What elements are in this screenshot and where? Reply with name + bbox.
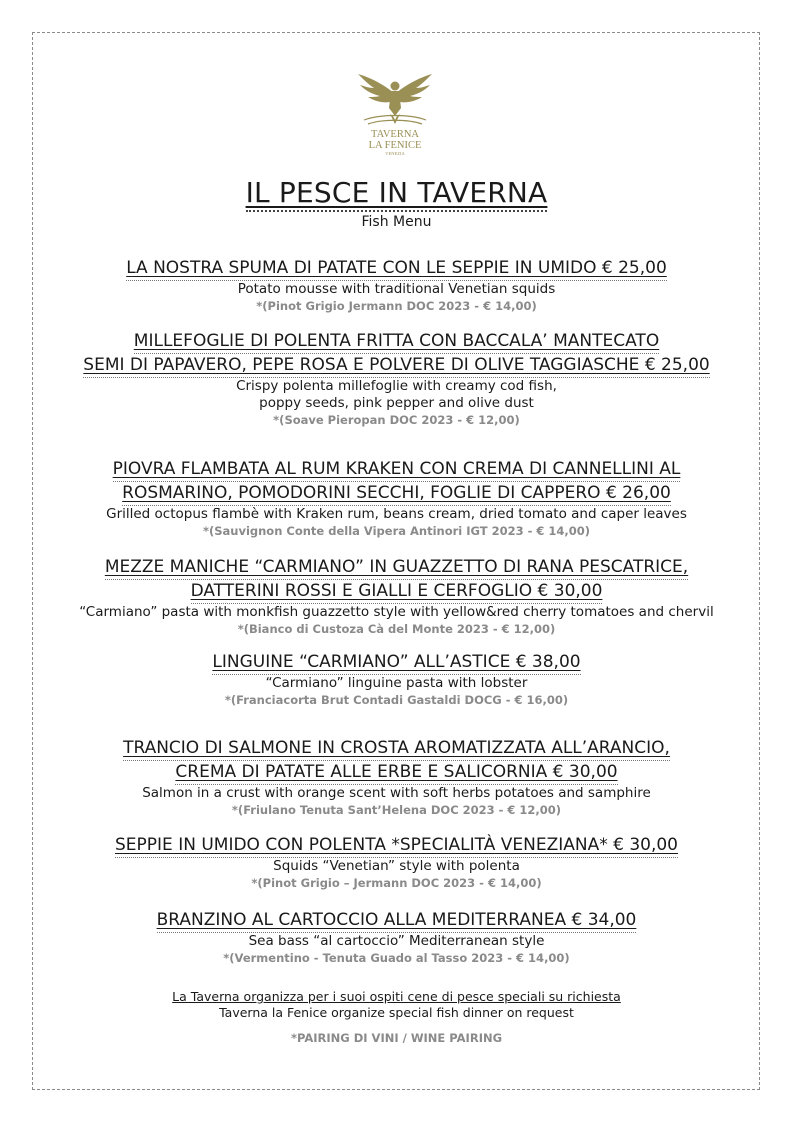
dish-name bbox=[0, 330, 793, 378]
dish-name-line: BRANZINO AL CARTOCCIO ALLA MEDITERRANEA € 34,00 bbox=[157, 909, 637, 933]
dish-item bbox=[0, 458, 793, 539]
dish-name-line: TRANCIO DI SALMONE IN CROSTA AROMATIZZATA ALL’ARANCIO, bbox=[123, 737, 670, 761]
logo-line-1: TAVERNA bbox=[371, 129, 419, 140]
phoenix-emblem-icon bbox=[350, 64, 440, 156]
dish-name bbox=[0, 834, 793, 858]
logo-line-3: VENEZIA bbox=[385, 151, 405, 156]
wine-pairing-note: *PAIRING DI VINI / WINE PAIRING bbox=[290, 1031, 503, 1045]
dish-name bbox=[0, 556, 793, 604]
dish-name-line: MILLEFOGLIE DI POLENTA FRITTA CON BACCALA’ MANTECATO bbox=[134, 330, 659, 354]
wine-pairing: *(Pinot Grigio – Jermann DOC 2023 - € 14,00) bbox=[251, 876, 542, 890]
dish-name-line: SEPPIE IN UMIDO CON POLENTA *SPECIALITÀ VENEZIANA* € 30,00 bbox=[115, 834, 678, 858]
dish-name-line: DATTERINI ROSSI E GIALLI E CERFOGLIO € 30,00 bbox=[191, 580, 603, 604]
dish-name-line: ROSMARINO, POMODORINI SECCHI, FOGLIE DI CAPPERO € 26,00 bbox=[122, 482, 671, 506]
dish-description: Squids “Venetian” style with polenta bbox=[273, 858, 520, 874]
dish-item bbox=[0, 556, 793, 637]
menu-header bbox=[0, 176, 793, 231]
dish-name bbox=[0, 458, 793, 506]
wine-pairing: *(Franciacorta Brut Contadi Gastaldi DOCG - € 16,00) bbox=[224, 693, 569, 707]
dish-description: Grilled octopus flambè with Kraken rum, beans cream, dried tomato and caper leaves bbox=[106, 506, 687, 522]
wine-pairing: *(Bianco di Custoza Cà del Monte 2023 - € 12,00) bbox=[237, 622, 556, 636]
dish-name bbox=[0, 257, 793, 281]
dish-name-line: MEZZE MANICHE “CARMIANO” IN GUAZZETTO DI RANA PESCATRICE, bbox=[105, 556, 688, 580]
dish-item bbox=[0, 651, 793, 708]
footer-note-italian: La Taverna organizza per i suoi ospiti cene di pesce speciali su richiesta bbox=[172, 989, 621, 1004]
dish-name-line: SEMI DI PAPAVERO, PEPE ROSA E POLVERE DI OLIVE TAGGIASCHE € 25,00 bbox=[83, 354, 709, 378]
dish-item bbox=[0, 737, 793, 818]
dish-name-line: LINGUINE “CARMIANO” ALL’ASTICE € 38,00 bbox=[212, 651, 580, 675]
dish-item bbox=[0, 909, 793, 966]
wine-pairing: *(Sauvignon Conte della Vipera Antinori IGT 2023 - € 14,00) bbox=[202, 524, 591, 538]
page-subtitle: Fish Menu bbox=[361, 214, 432, 230]
dish-description: Crispy polenta millefoglie with creamy cod fish, bbox=[236, 378, 557, 394]
dish-name-line: PIOVRA FLAMBATA AL RUM KRAKEN CON CREMA DI CANNELLINI AL bbox=[113, 458, 681, 482]
dish-description: Sea bass “al cartoccio” Mediterranean style bbox=[248, 933, 545, 949]
dish-item bbox=[0, 257, 793, 314]
wine-pairing: *(Soave Pieropan DOC 2023 - € 12,00) bbox=[273, 413, 520, 427]
dish-description: “Carmiano” linguine pasta with lobster bbox=[265, 675, 528, 691]
dish-description: “Carmiano” pasta with monkfish guazzetto style with yellow&red cherry tomatoes and chervil bbox=[79, 604, 714, 620]
dish-name-line: CREMA DI PATATE ALLE ERBE E SALICORNIA € 30,00 bbox=[175, 761, 617, 785]
title-underline bbox=[246, 176, 548, 212]
wine-pairing: *(Friulano Tenuta Sant’Helena DOC 2023 - € 12,00) bbox=[231, 803, 562, 817]
dish-description: poppy seeds, pink pepper and olive dust bbox=[259, 395, 534, 411]
dish-item bbox=[0, 834, 793, 891]
dish-name-line: LA NOSTRA SPUMA DI PATATE CON LE SEPPIE IN UMIDO € 25,00 bbox=[126, 257, 667, 281]
footer-note-english: Taverna la Fenice organize special fish dinner on request bbox=[219, 1005, 574, 1020]
dish-description: Potato mousse with traditional Venetian squids bbox=[237, 281, 556, 297]
dish-description: Salmon in a crust with orange scent with soft herbs potatoes and samphire bbox=[142, 785, 651, 801]
taverna-la-fenice-logo bbox=[350, 64, 440, 156]
wine-pairing: *(Vermentino - Tenuta Guado al Tasso 2023 - € 14,00) bbox=[223, 951, 570, 965]
dish-name bbox=[0, 909, 793, 933]
dish-item bbox=[0, 330, 793, 428]
wine-pairing: *(Pinot Grigio Jermann DOC 2023 - € 14,00) bbox=[256, 299, 537, 313]
dish-name bbox=[0, 737, 793, 785]
page-title: IL PESCE IN TAVERNA bbox=[245, 176, 548, 209]
logo-line-2: LA FENICE bbox=[368, 140, 422, 151]
menu-footer bbox=[0, 989, 793, 1046]
dish-name bbox=[0, 651, 793, 675]
